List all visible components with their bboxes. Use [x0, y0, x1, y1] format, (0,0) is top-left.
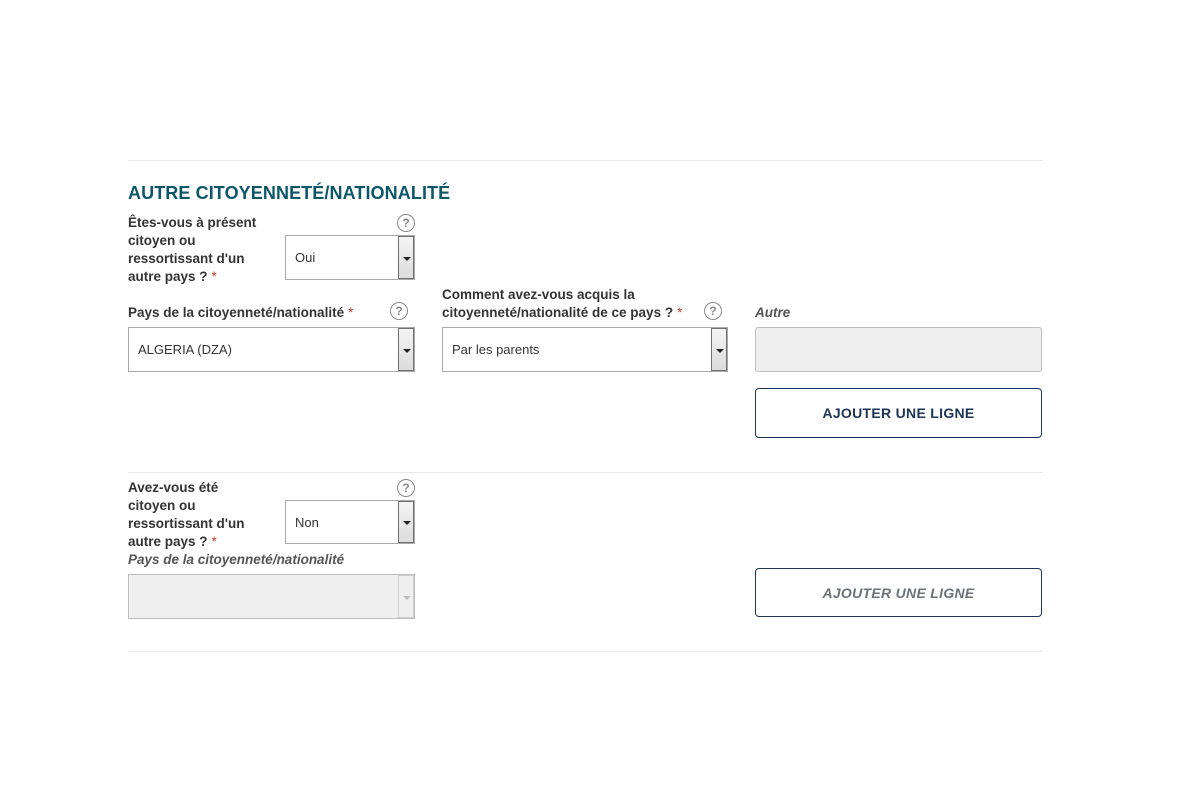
divider-bottom: [128, 651, 1042, 652]
past-citizenship-label: Avez-vous été citoyen ou ressortissant d'un autre pays ? *: [128, 480, 245, 549]
chevron-down-icon: [398, 575, 414, 618]
past-citizenship-select[interactable]: [285, 500, 415, 544]
current-citizenship-select[interactable]: [285, 235, 415, 280]
acquisition-label: Comment avez-vous acquis la citoyenneté/nationalité de ce pays ? *: [442, 287, 683, 320]
chevron-down-icon[interactable]: [398, 501, 414, 543]
add-line-button[interactable]: AJOUTER UNE LIGNE: [755, 388, 1042, 438]
section-title: AUTRE CITOYENNETÉ/NATIONALITÉ: [128, 183, 451, 203]
other-label: Autre: [755, 305, 791, 320]
help-icon[interactable]: ?: [704, 302, 722, 320]
acquisition-select[interactable]: [442, 327, 728, 372]
chevron-down-icon[interactable]: [398, 328, 414, 371]
help-icon[interactable]: ?: [397, 214, 415, 232]
add-line-button-disabled: AJOUTER UNE LIGNE: [755, 568, 1042, 617]
help-icon[interactable]: ?: [390, 302, 408, 320]
past-country-select: [128, 574, 415, 619]
country-value: ALGERIA (DZA): [138, 342, 232, 357]
divider-top: [128, 160, 1042, 161]
current-citizenship-value: Oui: [295, 250, 316, 265]
chevron-down-icon[interactable]: [711, 328, 727, 371]
divider-middle: [128, 472, 1042, 473]
past-country-label: Pays de la citoyenneté/nationalité: [128, 552, 345, 567]
acquisition-value: Par les parents: [452, 342, 540, 357]
chevron-down-icon[interactable]: [398, 236, 414, 279]
other-input[interactable]: [755, 327, 1042, 372]
help-icon[interactable]: ?: [397, 479, 415, 497]
country-label: Pays de la citoyenneté/nationalité *: [128, 305, 354, 320]
country-select[interactable]: [128, 327, 415, 372]
current-citizenship-label: Êtes-vous à présent citoyen ou ressortissant d'un autre pays ? *: [128, 215, 257, 284]
past-citizenship-value: Non: [295, 514, 319, 530]
